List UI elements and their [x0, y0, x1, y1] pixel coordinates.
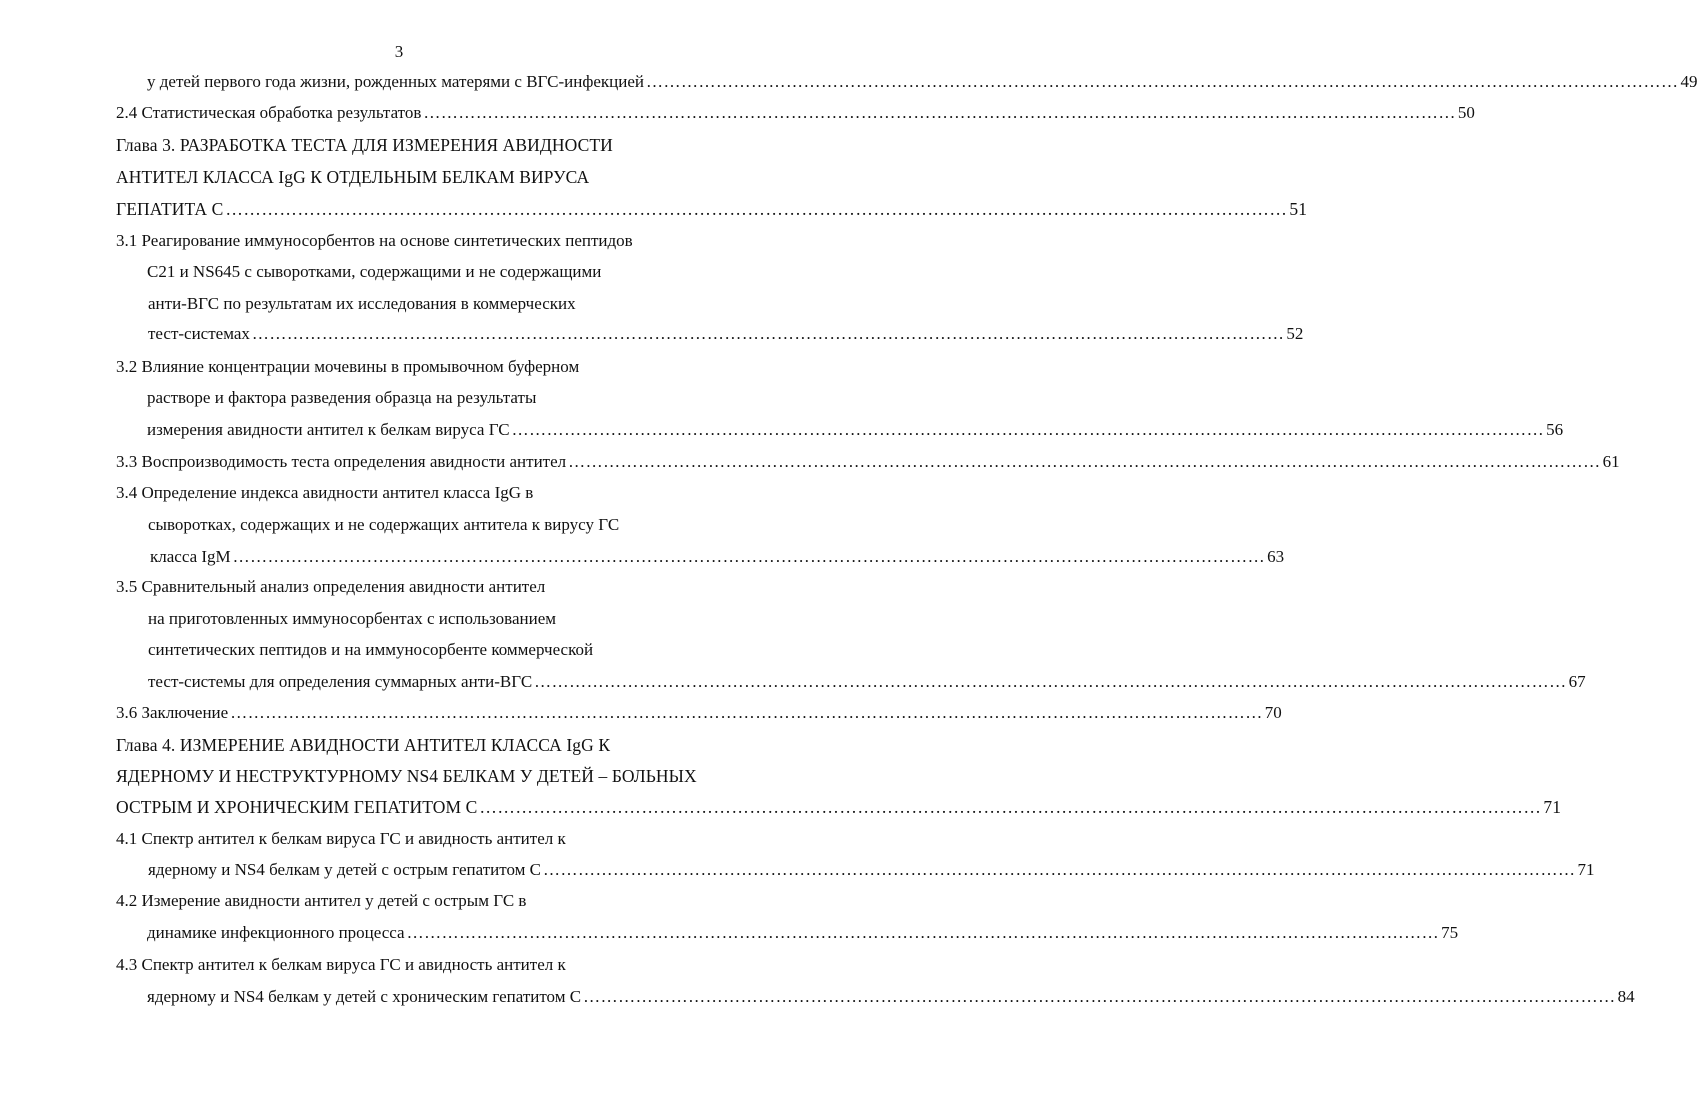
- toc-entry-page: 75: [1441, 923, 1459, 942]
- toc-entry-text: синтетических пептидов и на иммуносорбенте коммерческой: [148, 640, 594, 659]
- toc-entry-text: динамике инфекционного процесса: [147, 923, 405, 942]
- toc-entry-text: 3.6 Заключение: [116, 703, 229, 722]
- toc-entry: [116, 795, 1562, 819]
- toc-entry-text: сыворотках, содержащих и не содержащих антитела к вирусу ГС: [148, 515, 620, 534]
- leader-dots: ……………………………………………………………………………………………………………………………………………………………: [646, 72, 1679, 91]
- toc-entry: [148, 858, 1595, 882]
- chapter-heading: ЯДЕРНОМУ И НЕСТРУКТУРНОМУ NS4 БЕЛКАМ У ДЕТЕЙ – БОЛЬНЫХ: [116, 766, 697, 786]
- toc-entry-text: измерения авидности антител к белкам вируса ГС: [147, 420, 510, 439]
- toc-entry: [147, 985, 1635, 1009]
- toc-entry-page: 63: [1267, 547, 1285, 566]
- toc-entry-page: 70: [1264, 703, 1282, 722]
- page-number: 3: [394, 42, 404, 61]
- chapter-heading: АНТИТЕЛ КЛАССА IgG К ОТДЕЛЬНЫМ БЕЛКАМ ВИРУСА: [116, 167, 590, 187]
- toc-entry-text: тест-системы для определения суммарных анти-ВГС: [148, 672, 533, 691]
- toc-entry-page: 56: [1546, 420, 1564, 439]
- toc-entry-text: 4.2 Измерение авидности антител у детей с острым ГС в: [116, 891, 527, 910]
- toc-entry-text: тест-системах: [148, 324, 250, 343]
- toc-entry: [147, 921, 1459, 945]
- leader-dots: ……………………………………………………………………………………………………………………………………………………………: [423, 103, 1456, 122]
- toc-entry-text: ядерному и NS4 белкам у детей с острым гепатитом С: [148, 860, 541, 879]
- leader-dots: ……………………………………………………………………………………………………………………………………………………………: [534, 672, 1567, 691]
- toc-entry: [116, 101, 1475, 125]
- toc-entry-text: 3.5 Сравнительный анализ определения авидности антител: [116, 577, 546, 596]
- toc-entry: [147, 418, 1564, 442]
- toc-entry-text: у детей первого года жизни, рожденных матерями с ВГС-инфекцией: [147, 72, 645, 91]
- toc-entry-page: 51: [1289, 199, 1308, 219]
- toc-entry-page: 71: [1543, 797, 1562, 817]
- toc-entry: [150, 545, 1285, 569]
- leader-dots: ……………………………………………………………………………………………………………………………………………………………: [232, 547, 1266, 566]
- chapter-heading: Глава 4. ИЗМЕРЕНИЕ АВИДНОСТИ АНТИТЕЛ КЛАССА IgG К: [116, 735, 611, 755]
- toc-entry-text: на приготовленных иммуносорбентах с использованием: [148, 609, 557, 628]
- toc-entry-page: 84: [1617, 987, 1635, 1006]
- leader-dots: ……………………………………………………………………………………………………………………………………………………………: [230, 703, 1263, 722]
- toc-entry-text: 4.3 Спектр антител к белкам вируса ГС и авидность антител к: [116, 955, 566, 974]
- toc-entry-page: 71: [1577, 860, 1595, 879]
- chapter-heading: Глава 3. РАЗРАБОТКА ТЕСТА ДЛЯ ИЗМЕРЕНИЯ АВИДНОСТИ: [116, 135, 613, 155]
- leader-dots: ……………………………………………………………………………………………………………………………………………………………: [225, 199, 1288, 219]
- toc-entry-text: 3.1 Реагирование иммуносорбентов на основе синтетических пептидов: [116, 231, 633, 250]
- toc-entry: [116, 701, 1282, 725]
- leader-dots: ……………………………………………………………………………………………………………………………………………………………: [251, 324, 1285, 343]
- toc-entry-page: 49: [1680, 72, 1698, 91]
- toc-entry-text: 4.1 Спектр антител к белкам вируса ГС и авидность антител к: [116, 829, 566, 848]
- toc-entry-text: 3.4 Определение индекса авидности антител класса IgG в: [116, 483, 534, 502]
- leader-dots: ……………………………………………………………………………………………………………………………………………………………: [479, 797, 1542, 817]
- leader-dots: ……………………………………………………………………………………………………………………………………………………………: [542, 860, 1576, 879]
- toc-entry-text: С21 и NS645 с сыворотками, содержащими и не содержащими: [147, 262, 602, 281]
- toc-entry-text: ГЕПАТИТА С: [116, 199, 224, 219]
- leader-dots: ……………………………………………………………………………………………………………………………………………………………: [568, 452, 1601, 471]
- leader-dots: ……………………………………………………………………………………………………………………………………………………………: [511, 420, 1545, 439]
- toc-entry: [116, 197, 1308, 221]
- toc-entry-text: ОСТРЫМ И ХРОНИЧЕСКИМ ГЕПАТИТОМ С: [116, 797, 478, 817]
- toc-entry-text: растворе и фактора разведения образца на результаты: [147, 388, 537, 407]
- toc-entry-page: 50: [1457, 103, 1475, 122]
- toc-entry-text: 2.4 Статистическая обработка результатов: [116, 103, 422, 122]
- toc-entry: [148, 670, 1586, 694]
- toc-entry-text: ядерному и NS4 белкам у детей с хроническим гепатитом С: [147, 987, 582, 1006]
- toc-entry-text: класса IgM: [150, 547, 231, 566]
- toc-entry-page: 52: [1286, 324, 1304, 343]
- toc-entry-text: анти-ВГС по результатам их исследования в коммерческих: [148, 294, 576, 313]
- toc-entry: [147, 70, 1698, 94]
- toc-entry-text: 3.2 Влияние концентрации мочевины в промывочном буферном: [116, 357, 580, 376]
- toc-entry: [116, 450, 1620, 474]
- toc-entry-text: 3.3 Воспроизводимость теста определения авидности антител: [116, 452, 567, 471]
- toc-entry: [148, 322, 1304, 346]
- toc-entry-page: 61: [1602, 452, 1620, 471]
- leader-dots: ……………………………………………………………………………………………………………………………………………………………: [406, 923, 1440, 942]
- toc-entry-page: 67: [1568, 672, 1586, 691]
- leader-dots: ……………………………………………………………………………………………………………………………………………………………: [583, 987, 1616, 1006]
